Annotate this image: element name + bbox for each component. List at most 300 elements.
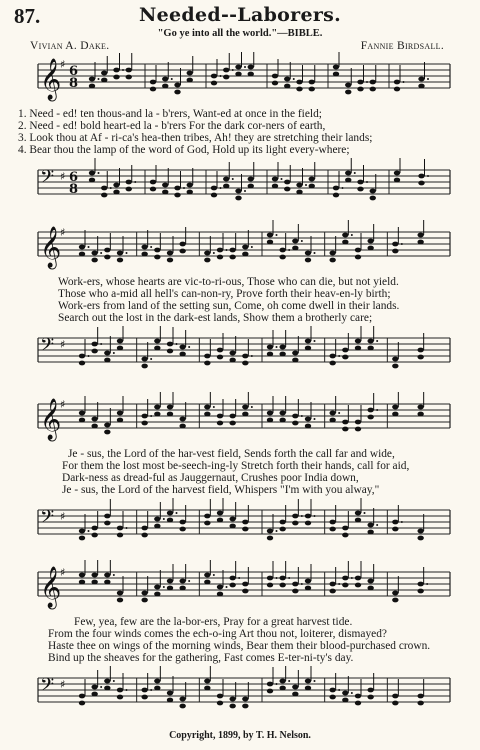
note-head [126,180,132,185]
note-head [284,84,290,89]
note-head [279,418,285,423]
treble-staff-system-3 [0,392,480,452]
note-head [279,352,285,357]
note-head [329,418,335,423]
dot [427,78,429,80]
note-head [418,77,424,82]
note-head [305,586,311,591]
note-head [242,520,248,525]
dot [426,583,428,585]
note-head [279,411,285,416]
note-head [154,686,160,691]
note-head [179,417,185,422]
note-head [91,417,97,422]
note-head [223,184,229,189]
note-head [345,83,351,88]
note-head [342,691,348,696]
note-head [167,251,173,256]
note-head [154,592,160,597]
note-head [357,80,363,85]
lyrics-system-2 [0,276,480,324]
note-head [204,361,210,366]
sharp-icon: ♯ [60,510,66,523]
hymn-title: Needed--Laborers. [138,4,342,26]
note-head [342,240,348,245]
dot [403,81,405,83]
lyric-line: Work-ers, whose hearts are vic-to-ri-ous, Those who can die, but not yield. [58,276,399,288]
dot [288,577,290,579]
note-head [154,346,160,351]
note-head [296,80,302,85]
note-head [235,65,241,70]
note-head [417,529,423,534]
note-head [329,695,335,700]
sharp-icon: ♯ [60,678,66,691]
note-head [355,427,361,432]
note-head [292,692,298,697]
lyric-line: Haste thee on wings of the morning winds, Bear them their blood-purchased crown. [48,640,431,652]
note-head [141,364,147,369]
note-head [333,193,339,198]
note-head [329,361,335,366]
dot [232,69,234,71]
note-head [217,592,223,597]
epigraph: "Go ye into all the world."—BIBLE. [157,28,323,39]
note-head [292,358,298,363]
note-head [329,688,335,693]
note-head [104,248,110,253]
time-signature-bottom: 8 [69,76,79,91]
note-head [342,348,348,353]
note-head [167,349,173,354]
note-head [329,527,335,532]
dot [220,75,222,77]
sharp-icon: ♯ [60,226,66,239]
note-head [79,580,85,585]
dot [376,409,378,411]
note-head [367,579,373,584]
note-head [279,686,285,691]
note-head [392,405,398,410]
note-head [179,579,185,584]
note-head [179,424,185,429]
note-head [279,520,285,525]
note-head [417,405,423,410]
note-head [329,251,335,256]
lyric-line: 1. Need - ed! ten thous-and la - b'rers, Want-ed at once in the field; [18,108,322,120]
note-head [211,193,217,198]
note-head [370,196,376,201]
note-head [279,345,285,350]
note-head [357,180,363,185]
note-head [329,582,335,587]
note-head [392,694,398,699]
dot [401,521,403,523]
note-head [113,75,119,80]
dot [122,69,124,71]
note-head [305,521,311,526]
note-head [355,511,361,516]
note-head [417,240,423,245]
note-head [126,68,132,73]
note-head [167,586,173,591]
note-head [272,177,278,182]
note-head [117,251,123,256]
note-head [367,339,373,344]
note-head [394,178,400,183]
note-head [329,354,335,359]
note-head [79,529,85,534]
note-head [292,414,298,419]
note-head [305,339,311,344]
note-head [392,357,398,362]
note-head [154,255,160,260]
note-head [229,358,235,363]
bass-staff-system-4 [0,666,480,726]
note-head [211,81,217,86]
dot [150,415,152,417]
note-head [392,412,398,417]
note-head [179,249,185,254]
note-head [141,591,147,596]
dot [220,187,222,189]
dot [276,530,278,532]
note-head [417,355,423,360]
lyric-line: For them the lost most be-seech-ing-ly Stretch forth their hands, call for aid, [62,460,410,472]
note-head [162,84,168,89]
note-head [113,68,119,73]
dot [244,190,246,192]
note-head [79,536,85,541]
bass-staff-system-3 [0,498,480,558]
lyric-line: Dark-ness as dread-ful as Jauggernaut, Crushes poor India down, [62,472,359,484]
treble-clef-icon: 𝄞 [40,59,62,100]
dot [364,512,366,514]
dot [427,175,429,177]
note-head [355,701,361,706]
note-head [418,181,424,186]
note-head [79,361,85,366]
dot [305,184,307,186]
note-head [417,589,423,594]
treble-staff-system-1 [0,52,480,112]
note-head [154,585,160,590]
note-head [187,183,193,188]
note-head [355,583,361,588]
note-head [167,342,173,347]
treble-staff-system-2 [0,220,480,280]
dot [98,172,100,174]
note-head [117,533,123,538]
note-head [101,78,107,83]
note-head [279,583,285,588]
sharp-icon: ♯ [60,58,66,71]
note-head [392,242,398,247]
note-head [217,701,223,706]
note-head [101,193,107,198]
note-head [104,686,110,691]
note-head [91,685,97,690]
dot [366,181,368,183]
dot [171,78,173,80]
note-head [248,65,254,70]
dot [314,340,316,342]
note-head [162,190,168,195]
note-head [204,686,210,691]
note-head [217,421,223,426]
note-head [91,342,97,347]
note-head [154,517,160,522]
note-head [79,701,85,706]
dot [213,252,215,254]
note-head [141,526,147,531]
note-head [355,576,361,581]
note-head [117,418,123,423]
note-head [79,411,85,416]
dot [150,246,152,248]
treble-clef-icon: 𝄞 [40,567,62,608]
lyrics-system-3 [0,448,480,496]
note-head [284,77,290,82]
lyrics-system-4 [0,616,480,664]
note-head [217,355,223,360]
dot [288,680,290,682]
note-head [104,514,110,519]
note-head [392,364,398,369]
note-head [392,701,398,706]
bass-staff-system-1 [0,158,480,218]
note-head [91,251,97,256]
note-head [79,573,85,578]
note-head [267,418,273,423]
note-head [342,698,348,703]
note-head [167,691,173,696]
note-head [104,573,110,578]
note-head [417,582,423,587]
note-head [141,695,147,700]
note-head [367,688,373,693]
note-head [91,349,97,354]
note-head [217,248,223,253]
note-head [305,514,311,519]
note-head [309,87,315,92]
note-head [223,75,229,80]
dot [176,512,178,514]
note-head [117,591,123,596]
note-head [167,258,173,263]
dot [276,683,278,685]
treble-staff-system-4 [0,560,480,620]
note-head [248,184,254,189]
note-head [392,591,398,596]
note-head [342,576,348,581]
lyric-line: Few, yea, few are the la-bor-ers, Pray for a great harvest tide. [74,616,353,628]
note-head [117,339,123,344]
note-head [126,75,132,80]
note-head [117,526,123,531]
note-head [179,586,185,591]
dot [376,340,378,342]
note-head [417,701,423,706]
note-head [292,239,298,244]
note-head [235,72,241,77]
dot [314,680,316,682]
note-head [204,521,210,526]
dot [301,583,303,585]
dot [134,181,136,183]
note-head [141,252,147,257]
note-head [204,405,210,410]
note-head [242,354,248,359]
note-head [292,582,298,587]
dot [126,527,128,529]
dot [126,689,128,691]
dot [188,580,190,582]
note-head [150,87,156,92]
note-head [91,258,97,263]
lyric-line: Je - sus, the Lord of the har-vest field, Sends forth the call far and wide, [68,448,395,460]
dot [98,78,100,80]
dot [251,246,253,248]
note-head [342,420,348,425]
dot [251,355,253,357]
dot [288,249,290,251]
note-head [292,521,298,526]
note-head [101,186,107,191]
note-head [357,87,363,92]
note-head [417,233,423,238]
note-head [104,521,110,526]
note-head [292,514,298,519]
sharp-icon: ♯ [60,566,66,579]
dot [338,355,340,357]
bass-clef-icon: 𝄢 [40,167,55,192]
dot [163,518,165,520]
note-head [150,80,156,85]
bass-clef-icon: 𝄢 [40,675,55,700]
note-head [355,248,361,253]
dot [314,515,316,517]
note-head [367,408,373,413]
treble-clef-icon: 𝄞 [40,227,62,268]
note-head [223,177,229,182]
note-head [204,679,210,684]
note-head [117,688,123,693]
note-head [279,527,285,532]
note-head [242,527,248,532]
note-head [309,184,315,189]
note-head [418,84,424,89]
note-head [150,187,156,192]
note-head [217,694,223,699]
dot [251,406,253,408]
note-head [392,527,398,532]
lyric-line: Those who a-mid all hell's can-non-ry, Prove forth their heav-en-ly birth; [58,288,391,300]
note-head [229,524,235,529]
note-head [235,189,241,194]
note-head [292,351,298,356]
dot [276,346,278,348]
note-head [242,405,248,410]
note-head [117,258,123,263]
note-head [167,698,173,703]
note-head [342,533,348,538]
note-head [204,514,210,519]
time-signature-top: 6 [69,170,79,185]
note-head [305,346,311,351]
note-head [267,536,273,541]
note-head [229,697,235,702]
note-head [179,345,185,350]
sharp-icon: ♯ [60,170,66,183]
note-head [357,187,363,192]
note-head [296,190,302,195]
note-head [305,417,311,422]
note-head [305,251,311,256]
note-head [333,65,339,70]
lyric-line: 2. Need - ed! bold heart-ed la - b'rers For the dark cor-ners of earth, [18,120,326,132]
note-head [79,354,85,359]
note-head [174,193,180,198]
bass-clef-icon: 𝄢 [40,335,55,360]
note-head [229,704,235,709]
note-head [292,589,298,594]
note-head [342,233,348,238]
note-head [267,352,273,357]
note-head [229,351,235,356]
note-head [204,251,210,256]
lyric-line: From the four winds comes the ech-o-ing Art thou not, loiterer, dismayed? [48,628,387,640]
note-head [229,255,235,260]
note-head [141,598,147,603]
note-head [179,527,185,532]
note-head [217,348,223,353]
note-head [141,688,147,693]
note-head [292,685,298,690]
note-head [179,704,185,709]
note-head [223,68,229,73]
dot [351,234,353,236]
note-head [89,178,95,183]
note-head [174,83,180,88]
note-head [292,246,298,251]
dot [314,418,316,420]
note-head [89,77,95,82]
note-head [174,90,180,95]
note-head [187,71,193,76]
note-head [104,679,110,684]
note-head [79,418,85,423]
note-head [309,80,315,85]
note-head [267,583,273,588]
note-head [117,598,123,603]
dot [342,187,344,189]
note-head [342,526,348,531]
dot [366,81,368,83]
note-head [154,524,160,529]
note-head [355,346,361,351]
note-head [91,580,97,585]
note-head [345,171,351,176]
note-head [117,695,123,700]
note-head [392,598,398,603]
note-head [217,414,223,419]
note-head [91,692,97,697]
note-head [279,255,285,260]
dot [183,187,185,189]
note-head [279,248,285,253]
note-head [417,412,423,417]
